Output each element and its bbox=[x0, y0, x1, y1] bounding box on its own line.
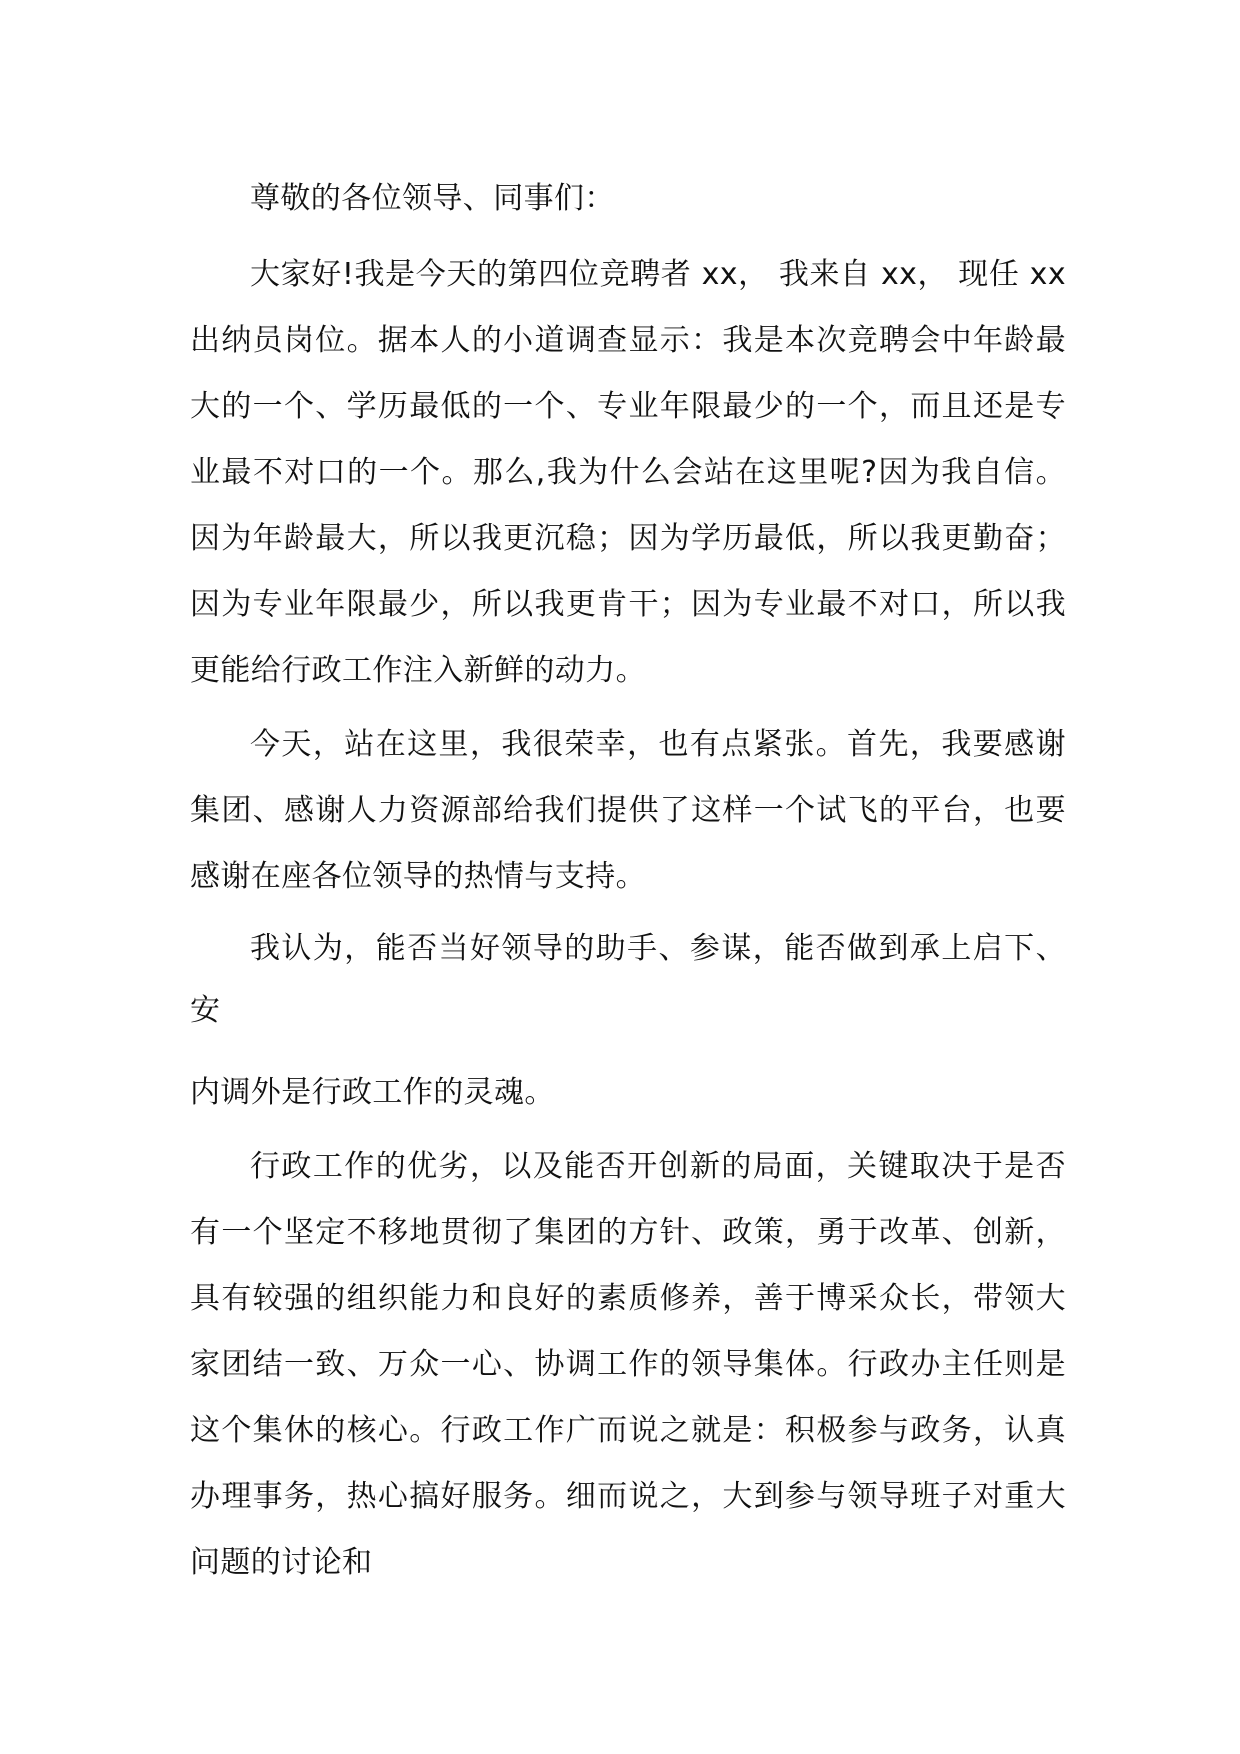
document-body bbox=[190, 166, 1066, 1596]
paragraph-role-view-line-2: 内调外是行政工作的灵魂。 bbox=[190, 1075, 555, 1110]
paragraph-introduction: 大家好!我是今天的第四位竞聘者 xx， 我来自 xx， 现任 xx 出纳员岗位。据本人的小道调查显示：我是本次竞聘会中年龄最大的一个、学历最低的一个、专业年限最少的一个，而且还是专业最不对口的一个。那么,我为什么会站在这里呢?因为我自信。因为年龄最大，所以我更沉稳；因为学历最低，所以我更勤奋； 因为专业年限最少，所以我更肯干；因为专业最不对口，所以我更能给行政工作注入新鲜的动力。 bbox=[190, 257, 1066, 688]
paragraph-admin-work: 行政工作的优劣，以及能否开创新的局面，关键取决于是否有一个坚定不移地贯彻了集团的方针、政策，勇于改革、创新，具有较强的组织能力和良好的素质修养，善于博采众长，带领大家团结一致、万众一心、协调工作的领导集体。行政办主任则是这个集休的核心。行政工作广而说之就是：积极参与政务，认真办理事务，热心搞好服务。细而说之，大到参与领导班子对重大问题的讨论和 bbox=[190, 1149, 1066, 1580]
paragraph-role-view bbox=[190, 918, 1066, 1126]
paragraph-thanks: 今天，站在这里，我很荣幸，也有点紧张。首先，我要感谢集团、感谢人力资源部给我们提供了这样一个试飞的平台，也要感谢在座各位领导的热情与支持。 bbox=[190, 727, 1066, 894]
salutation: 尊敬的各位领导、同事们： bbox=[250, 181, 615, 216]
paragraph-role-view-line-1: 我认为，能否当好领导的助手、参谋，能否做到承上启下、安 bbox=[190, 931, 1066, 1028]
